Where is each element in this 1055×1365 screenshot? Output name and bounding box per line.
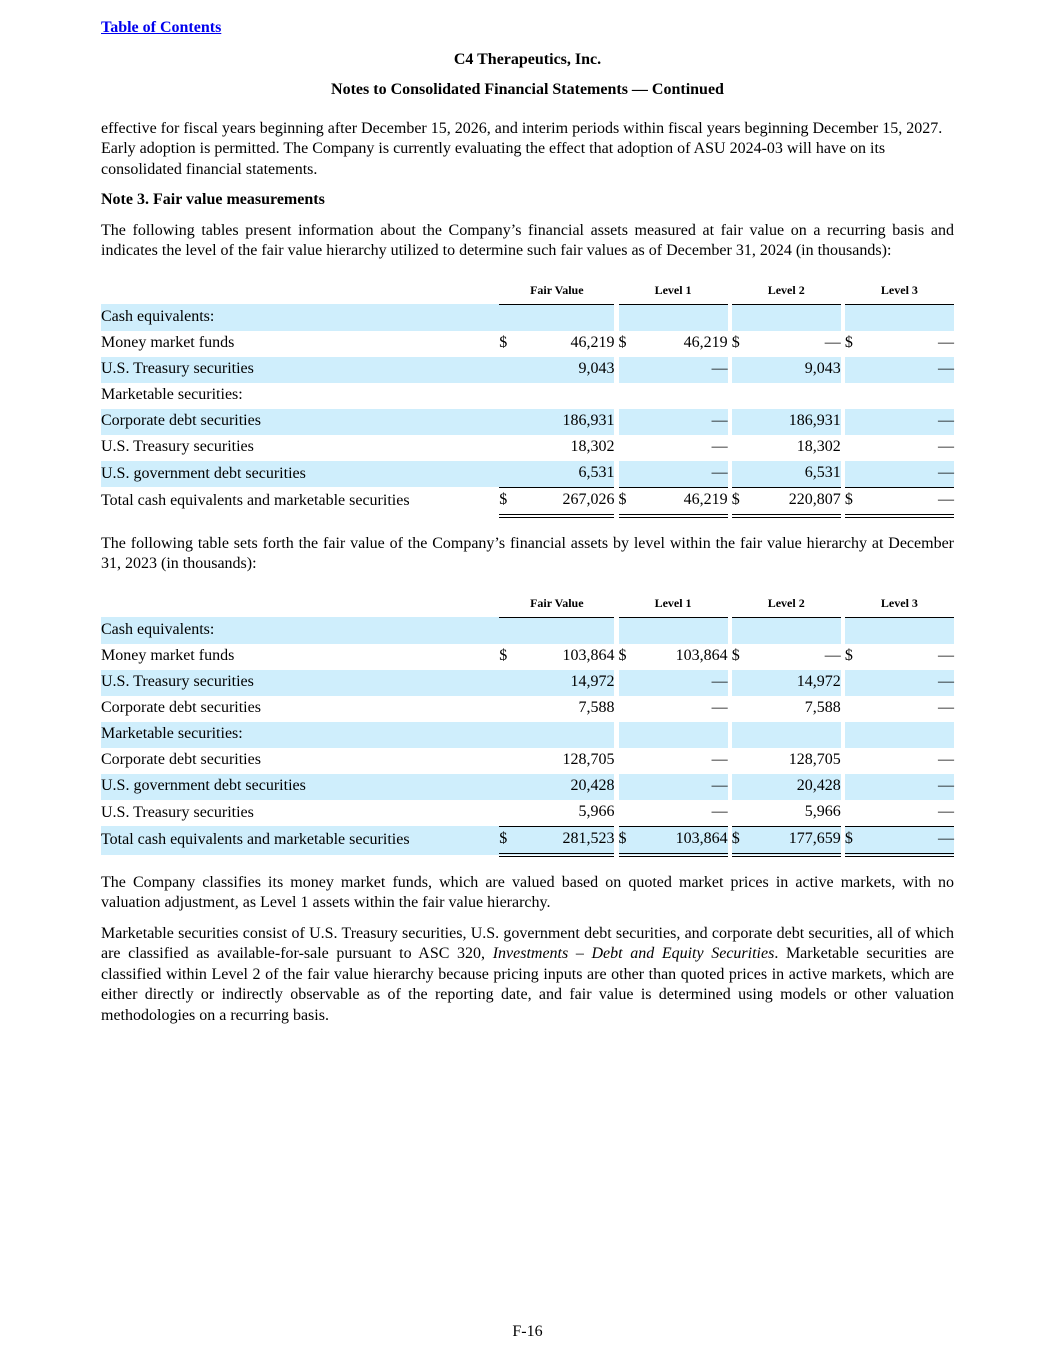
paragraph-marketable-text-end: . Marketable securities are classified within Level 2 of the fair value hierarchy because pricing inputs are other than quoted prices in active markets, which are either directly or indirectly observable as of the reporting date, and fair value is determined using models or other valuation methodologies on a recurring basis. [101,945,954,1024]
row-label: Money market funds [101,647,235,665]
table-header [101,591,954,618]
cell-level-3: — [862,357,954,383]
section-label: Cash equivalents: [101,617,499,644]
dollar-sign: $ [618,334,627,352]
asc-320-title: Investments – Debt and Equity Securities [492,945,775,962]
cell-level-1: 103,864 [675,647,728,665]
cell-level-2: 18,302 [796,438,841,456]
paragraph-2024: The following tables present information about the Company’s financial assets measured at fair value on a recurring basis and indicates the level of the fair value hierarchy utilized to determine such fair values as of December 31, 2024 (in thousands): [101,221,954,259]
row-label: Total cash equivalents and marketable securities [101,492,410,509]
col-header-level-3: Level 3 [845,591,954,618]
dollar-sign: $ [732,826,749,855]
cell-fair-value: 103,864 [562,647,615,665]
paragraph-2023: The following table sets forth the fair value of the Company’s financial assets by level within the fair value hierarchy at December 31, 2023 (in thousands): [101,534,954,572]
paragraph-marketable [101,924,954,1027]
table-row [101,357,954,383]
cell-level-3: — [938,334,954,352]
col-header-level-2: Level 2 [732,591,841,618]
company-name: C4 Therapeutics, Inc. [453,50,602,68]
total-row [101,826,954,855]
cell-fair-value: 281,523 [519,826,615,855]
dollar-sign: $ [619,487,636,516]
table-row [101,800,954,827]
cell-level-2: 7,588 [804,699,841,717]
dollar-sign: $ [844,334,853,352]
cell-level-3: — [938,438,954,456]
col-header-fair-value: Fair Value [499,278,614,305]
cell-level-1: 46,219 [683,334,728,352]
note-heading: Note 3. Fair value measurements [101,191,325,208]
fair-value-table-2024 [101,278,954,518]
intro-paragraph: effective for fiscal years beginning after December 15, 2026, and interim periods within fiscal years beginning December 15, 2027. Early adoption is permitted. The Company is currently evaluating the effect that adoption of ASU 2024-03 will have on its consolidated financial statements. [101,119,943,178]
table-row [101,748,954,774]
cell-level-1: — [711,699,728,717]
fair-value-table-2023 [101,591,954,857]
table-row [101,331,954,357]
table-of-contents-link[interactable]: Table of Contents [101,19,222,36]
cell-level-3: — [938,751,954,769]
document-page [101,18,954,1026]
cell-level-2: 14,972 [749,670,841,696]
table-row [101,696,954,722]
cell-level-2: 20,428 [749,774,841,800]
cell-fair-value: 9,043 [519,357,615,383]
table-header [101,278,954,305]
cell-level-1: — [711,751,728,769]
cell-level-2: 9,043 [749,357,841,383]
row-label: U.S. Treasury securities [101,357,499,383]
cell-fair-value: 46,219 [570,334,615,352]
table-row [101,722,954,748]
row-label: Corporate debt securities [101,751,261,769]
row-label: Corporate debt securities [101,699,261,717]
section-label: Marketable securities: [101,722,499,748]
dollar-sign: $ [731,647,740,665]
cell-level-3: — [862,670,954,696]
cell-level-3: — [862,487,954,516]
row-label: Corporate debt securities [101,409,499,435]
cell-level-2: 6,531 [749,461,841,488]
dollar-sign: $ [499,826,519,855]
cell-fair-value: 18,302 [570,438,615,456]
cell-fair-value: 267,026 [519,487,615,516]
cell-level-1: — [711,438,728,456]
dollar-sign: $ [732,487,749,516]
cell-fair-value: 6,531 [519,461,615,488]
paragraph-classification: The Company classifies its money market funds, which are valued based on quoted market prices in active markets, with no valuation adjustment, as Level 1 assets within the fair value hierarchy. [101,873,954,911]
dollar-sign: $ [499,647,508,665]
table-row [101,617,954,644]
row-label: Total cash equivalents and marketable securities [101,826,499,855]
cell-level-2: 220,807 [749,487,841,516]
dollar-sign: $ [844,647,853,665]
cell-fair-value: 7,588 [578,699,615,717]
cell-level-1: — [711,803,728,821]
cell-level-2: — [824,334,841,352]
cell-fair-value: 186,931 [519,409,615,435]
cell-level-3: — [862,774,954,800]
cell-level-3: — [862,409,954,435]
cell-fair-value: 128,705 [562,751,615,769]
cell-level-1: — [636,461,728,488]
row-label: Money market funds [101,334,235,352]
page-number: F-16 [512,1323,543,1340]
dollar-sign: $ [845,826,862,855]
cell-level-1: 103,864 [636,826,728,855]
dollar-sign: $ [619,826,636,855]
col-header-level-3: Level 3 [845,278,954,305]
table-row [101,304,954,331]
cell-fair-value: 20,428 [519,774,615,800]
table-row [101,461,954,488]
cell-fair-value: 14,972 [519,670,615,696]
table-row [101,644,954,670]
section-label: Cash equivalents: [101,304,499,331]
cell-level-1: 46,219 [636,487,728,516]
notes-title: Notes to Consolidated Financial Statements — Continued [331,81,724,98]
cell-level-3: — [938,647,954,665]
col-header-level-1: Level 1 [619,591,728,618]
cell-fair-value: 5,966 [578,803,615,821]
table-row [101,435,954,461]
cell-level-3: — [938,699,954,717]
col-header-fair-value: Fair Value [499,591,614,618]
paragraph-marketable-text: Marketable securities consist of U.S. Treasury securities, U.S. government debt securities, and corporate debt securities, all of which are classified as available-for-sale pursuant to ASC 320, [101,924,954,962]
row-label: U.S. government debt securities [101,461,499,488]
row-label: U.S. Treasury securities [101,438,254,456]
row-label: U.S. Treasury securities [101,803,254,821]
dollar-sign: $ [618,647,627,665]
table-row [101,670,954,696]
total-row [101,487,954,516]
row-label: U.S. Treasury securities [101,670,499,696]
cell-level-1: — [636,774,728,800]
cell-level-1: — [636,357,728,383]
cell-level-1: — [636,409,728,435]
dollar-sign: $ [731,334,740,352]
table-row [101,774,954,800]
table-row [101,383,954,409]
col-header-level-2: Level 2 [732,278,841,305]
cell-level-3: — [862,461,954,488]
col-header-level-1: Level 1 [619,278,728,305]
cell-level-3: — [862,826,954,855]
dollar-sign: $ [499,334,508,352]
cell-level-1: — [636,670,728,696]
cell-level-3: — [938,803,954,821]
cell-level-2: — [824,647,841,665]
cell-level-2: 186,931 [749,409,841,435]
row-label: U.S. government debt securities [101,774,499,800]
dollar-sign: $ [845,487,862,516]
cell-level-2: 5,966 [804,803,841,821]
cell-level-2: 128,705 [788,751,841,769]
table-row [101,409,954,435]
cell-level-2: 177,659 [749,826,841,855]
section-label: Marketable securities: [101,386,243,404]
dollar-sign: $ [499,487,519,516]
